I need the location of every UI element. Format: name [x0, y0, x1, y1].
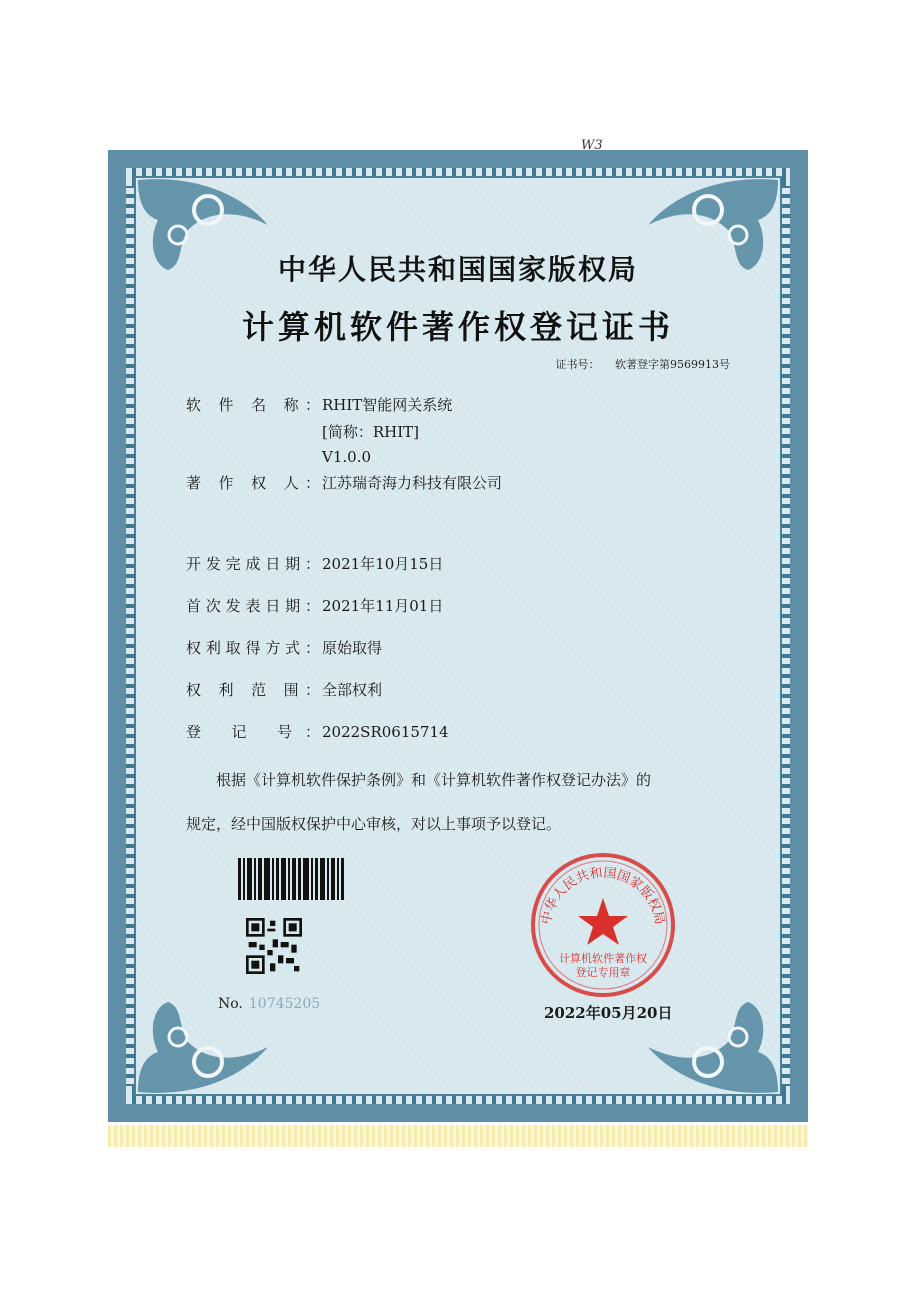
field-owner — [186, 472, 502, 493]
field-scope — [186, 679, 382, 700]
official-seal-icon — [528, 850, 678, 1000]
handwritten-mark: W3 — [581, 138, 603, 153]
certificate-number-label: 证书号： — [555, 358, 600, 371]
seal-ring-text: 中华人民共和国国家版权局 — [538, 864, 668, 926]
software-name: RHIT智能网关系统 — [322, 396, 453, 414]
field-label: 首次发表日期： — [186, 597, 322, 615]
field-label: 权利取得方式： — [186, 639, 322, 657]
field-label: 权 利 范 围： — [186, 681, 322, 699]
serial-number — [218, 996, 320, 1012]
field-software-name — [186, 394, 452, 466]
software-version: V1.0.0 — [322, 448, 371, 466]
issuing-authority: 中华人民共和国国家版权局 — [277, 253, 638, 286]
field-label: 著 作 权 人： — [186, 474, 322, 492]
field-label: 登 记 号： — [186, 723, 322, 741]
issue-date: 2022年05月20日 — [544, 1004, 673, 1022]
certificate-number — [556, 356, 731, 372]
field-label: 开发完成日期： — [186, 555, 322, 573]
field-label: 软 件 名 称： — [186, 396, 322, 414]
rights-scope: 全部权利 — [322, 681, 383, 699]
qr-code-icon — [246, 918, 302, 974]
barcode-icon — [238, 858, 350, 900]
owner-name: 江苏瑞奇海力科技有限公司 — [322, 474, 503, 492]
software-short-name: [简称：RHIT] — [322, 423, 420, 441]
field-publish-date — [186, 595, 443, 616]
seal-inner-line2: 登记专用章 — [575, 967, 631, 979]
dev-date: 2021年10月15日 — [322, 555, 444, 573]
statement-line: 规定，经中国版权保护中心审核，对以上事项予以登记。 — [186, 815, 562, 833]
certificate-title: 计算机软件著作权登记证书 — [241, 308, 674, 346]
serial-value: 10745205 — [248, 996, 321, 1012]
serial-prefix: No. — [218, 996, 243, 1012]
field-dev-date — [186, 553, 443, 574]
certificate-number-value: 软著登字第9569913号 — [615, 358, 730, 371]
statement-line: 根据《计算机软件保护条例》和《计算机软件著作权登记办法》的 — [216, 771, 652, 789]
seal-inner-line1: 计算机软件著作权 — [559, 953, 647, 965]
publish-date: 2021年11月01日 — [322, 597, 444, 615]
certificate — [108, 138, 808, 1122]
field-reg-no — [186, 721, 449, 742]
acquire-method: 原始取得 — [322, 639, 383, 657]
statement-paragraph — [186, 758, 746, 846]
field-acquire-method — [186, 637, 382, 658]
registration-number: 2022SR0615714 — [322, 723, 449, 741]
scan-artifact-strip — [108, 1125, 808, 1147]
